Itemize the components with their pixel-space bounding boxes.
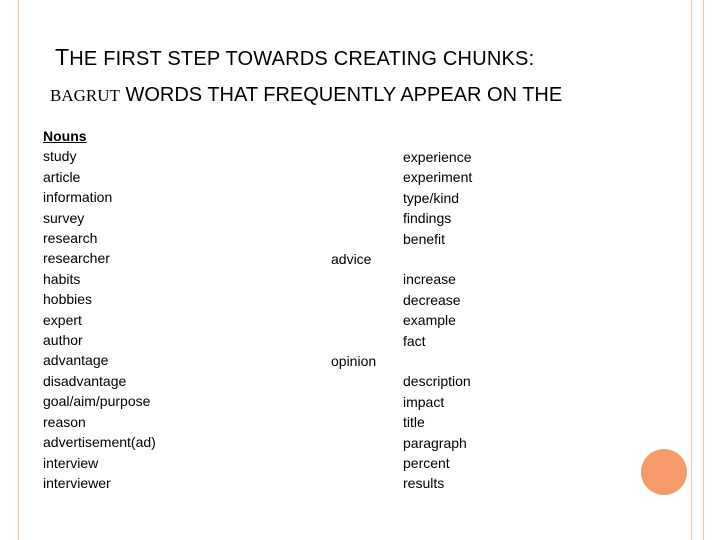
noun-item: information (43, 189, 113, 206)
noun-item: opinion (331, 352, 377, 369)
noun-item: decrease (403, 291, 461, 308)
noun-item: title (403, 414, 425, 431)
left-frame-line (18, 0, 19, 540)
noun-item: findings (403, 210, 452, 227)
noun-item: paragraph (403, 434, 467, 451)
noun-item: interviewer (43, 474, 111, 491)
spacer (403, 351, 472, 371)
noun-item: advantage (43, 352, 109, 369)
spacer (331, 331, 376, 351)
nouns-heading: Nouns (43, 128, 87, 144)
nouns-middle-column (331, 249, 376, 371)
noun-item: interview (43, 454, 99, 471)
noun-item: author (43, 332, 83, 349)
noun-item: research (43, 230, 98, 247)
noun-item: example (403, 312, 456, 329)
accent-circle (641, 449, 687, 495)
noun-item: type/kind (403, 189, 460, 206)
subtitle-bagrut: BAGRUT (50, 86, 120, 105)
noun-item: impact (403, 393, 445, 410)
noun-item: survey (43, 209, 85, 226)
nouns-left-column (43, 126, 156, 493)
spacer (331, 310, 376, 330)
noun-item: disadvantage (43, 372, 127, 389)
noun-item: researcher (43, 250, 110, 267)
noun-item: study (43, 148, 77, 165)
noun-item: goal/aim/purpose (43, 393, 151, 410)
subtitle-text: WORDS THAT FREQUENTLY APPEAR ON THE (119, 84, 563, 106)
noun-item: benefit (403, 230, 446, 247)
noun-item: article (43, 168, 81, 185)
noun-item: description (403, 373, 471, 390)
title-first-letter: T (55, 44, 70, 70)
noun-item: percent (403, 455, 450, 472)
noun-item: experience (403, 149, 472, 165)
noun-item: hobbies (43, 291, 93, 308)
noun-item: advertisement(ad) (43, 434, 156, 451)
right-frame-line-inner (691, 0, 692, 540)
nouns-right-column (403, 147, 472, 494)
noun-item: habits (43, 270, 81, 287)
slide-title (55, 44, 534, 71)
slide-subtitle (50, 84, 562, 107)
spacer (331, 290, 376, 310)
noun-item: increase (403, 271, 456, 288)
noun-item: advice (331, 251, 372, 267)
noun-item: experiment (403, 169, 473, 186)
noun-item: reason (43, 413, 86, 430)
spacer (331, 269, 376, 289)
spacer (403, 249, 472, 269)
title-text: HE FIRST STEP TOWARDS CREATING CHUNKS: (69, 48, 535, 70)
noun-item: fact (403, 332, 426, 349)
noun-item: expert (43, 311, 82, 328)
noun-item: results (403, 475, 445, 492)
right-frame-line-outer (703, 0, 704, 540)
